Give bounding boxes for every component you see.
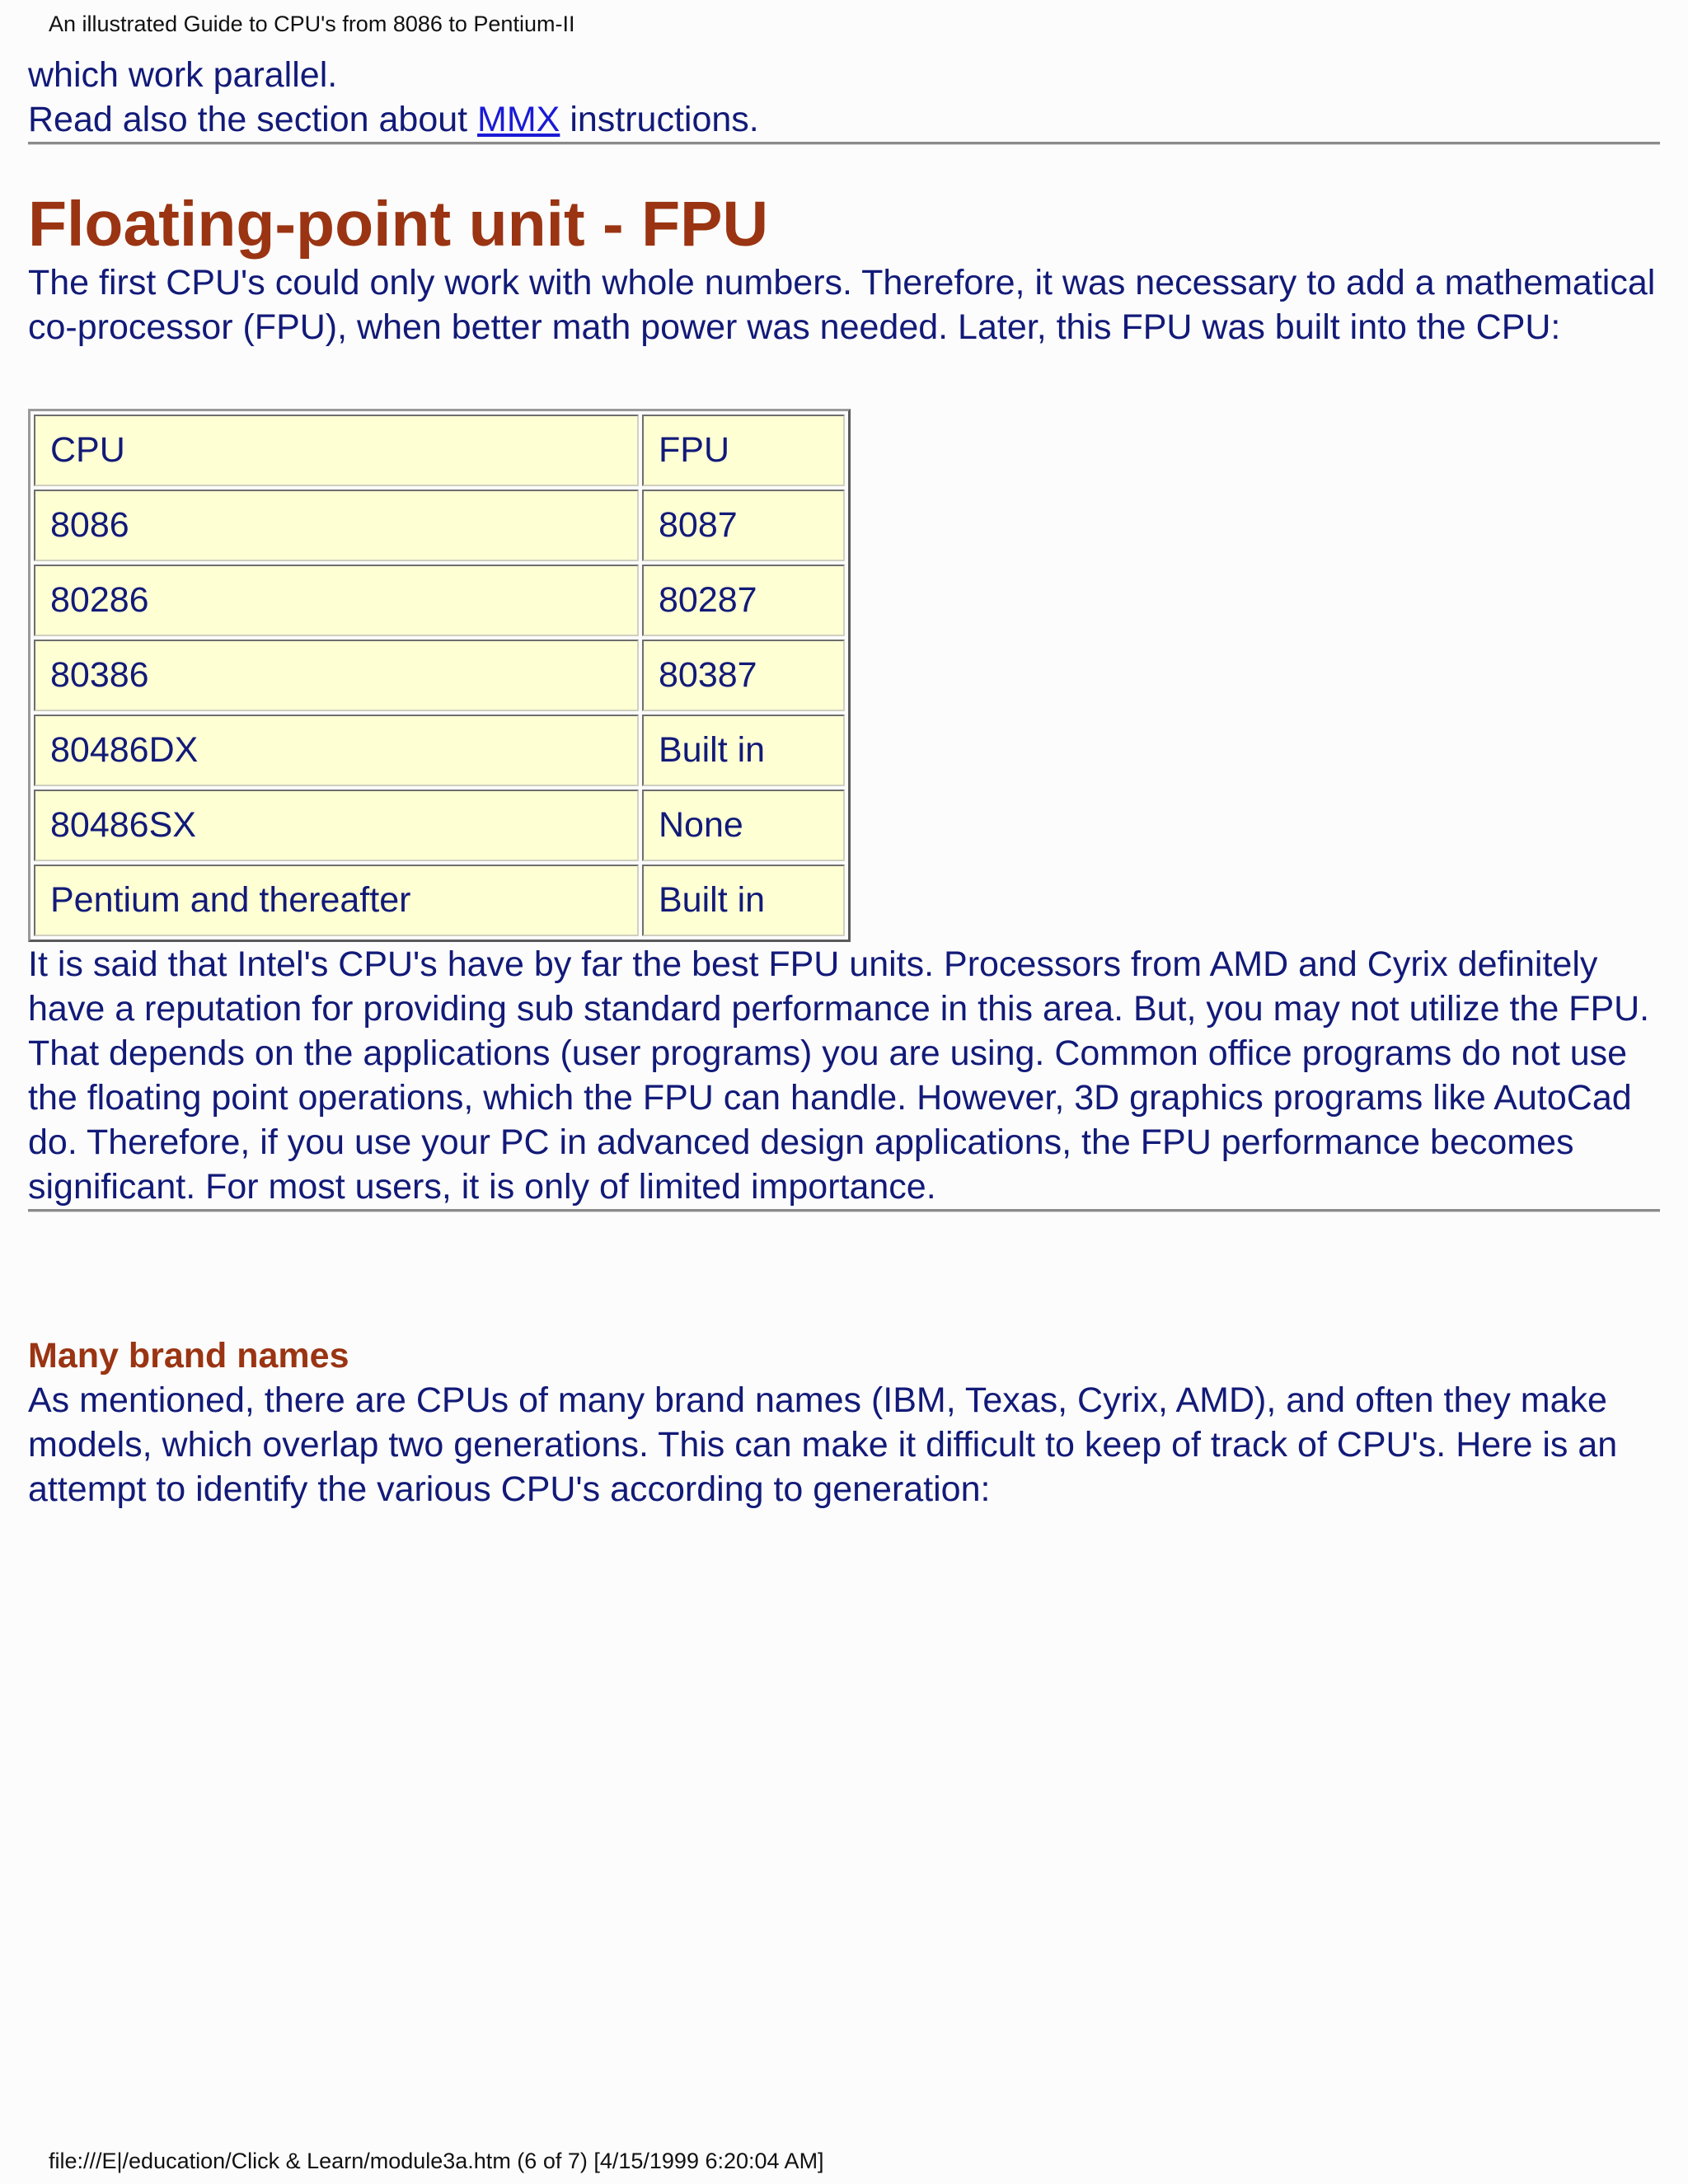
page-footer-url: file:///E|/education/Click & Learn/module3a.htm (6 of 7) [4/15/1999 6:20:04 AM] — [49, 2149, 824, 2173]
section-divider — [28, 142, 1660, 145]
table-header-cpu: CPU — [34, 415, 639, 486]
table-cell-fpu: 80287 — [642, 565, 845, 636]
table-header-fpu: FPU — [642, 415, 845, 486]
cpu-fpu-table — [28, 409, 851, 942]
table-row — [34, 790, 845, 861]
table-cell-fpu: 8087 — [642, 490, 845, 561]
table-cell-fpu: Built in — [642, 865, 845, 936]
section-divider — [28, 1209, 1660, 1212]
table-header-row — [34, 415, 845, 486]
brand-paragraph: As mentioned, there are CPUs of many brand names (IBM, Texas, Cyrix, AMD), and often they make models, which overlap two generations. This can make it difficult to keep of track of CPU's. Here is an attempt to identify the various CPU's according to generation: — [28, 1380, 1618, 1509]
page-content — [28, 53, 1660, 1511]
table-cell-cpu: 80286 — [34, 565, 639, 636]
table-row — [34, 565, 845, 636]
table-cell-cpu: 80486SX — [34, 790, 639, 861]
table-cell-cpu: 80486DX — [34, 715, 639, 786]
table-row — [34, 490, 845, 561]
table-cell-cpu: 8086 — [34, 490, 639, 561]
brand-section-title: Many brand names — [28, 1336, 349, 1376]
fpu-intro-paragraph: The first CPU's could only work with whole numbers. Therefore, it was necessary to add a mathematical co-processor (FPU), when better math power was needed. Later, this FPU was built into the CPU: — [28, 263, 1656, 347]
fpu-performance-paragraph: It is said that Intel's CPU's have by far the best FPU units. Processors from AMD and Cyrix definitely have a reputation for providing sub standard performance in this area. But, you may not utilize the FPU. That depends on the applications (user programs) you are using. Common office programs do not use the floating point operations, which the FPU can handle. However, 3D graphics programs like AutoCad do. Therefore, if you use your PC in advanced design applications, the FPU performance becomes significant. For most users, it is only of limited importance. — [28, 944, 1650, 1207]
fpu-section-title: Floating-point unit - FPU — [28, 189, 769, 260]
table-row — [34, 865, 845, 936]
page-header-title: An illustrated Guide to CPU's from 8086 to Pentium-II — [49, 12, 575, 36]
table-cell-fpu: None — [642, 790, 845, 861]
mmx-reference-paragraph — [28, 97, 1660, 142]
mmx-text-after: instructions. — [560, 100, 759, 139]
table-cell-fpu: 80387 — [642, 640, 845, 711]
intro-line: which work parallel. — [28, 55, 338, 95]
table-row — [34, 640, 845, 711]
table-cell-fpu: Built in — [642, 715, 845, 786]
mmx-link[interactable]: MMX — [477, 100, 560, 139]
table-cell-cpu: Pentium and thereafter — [34, 865, 639, 936]
mmx-text-before: Read also the section about — [28, 100, 478, 139]
table-row — [34, 715, 845, 786]
table-cell-cpu: 80386 — [34, 640, 639, 711]
